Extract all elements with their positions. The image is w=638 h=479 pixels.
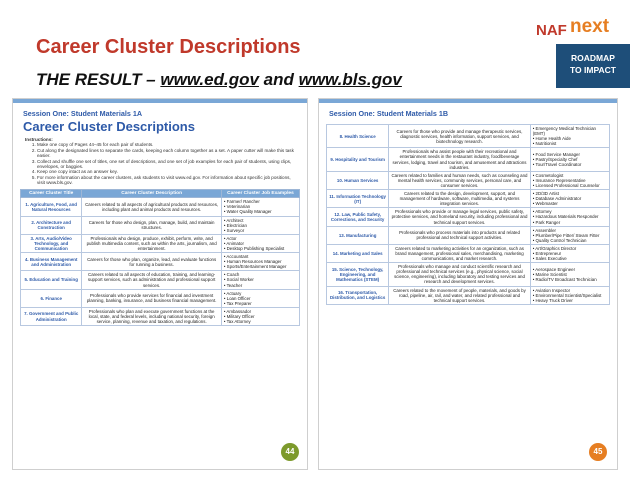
left-table-body	[21, 198, 300, 326]
job-example: • Radio/TV Broadcast Technician	[533, 277, 607, 282]
cluster-job-examples	[221, 289, 299, 307]
job-example: • Pastry/Specialty Chef	[533, 157, 607, 162]
job-example: • Webmaster	[533, 201, 607, 206]
table-row	[327, 190, 610, 208]
instructions-list	[37, 142, 297, 185]
cluster-title: 13. Manufacturing	[327, 226, 389, 244]
page-number-44: 44	[281, 443, 299, 461]
job-example: • Accountant	[224, 254, 297, 259]
roadmap-line1: ROADMAP	[571, 53, 615, 63]
cluster-title: 15. Science, Technology, Engineering, and Mathematics (STEM)	[327, 263, 389, 286]
job-list	[533, 209, 607, 224]
job-example: • Surveyor	[224, 228, 297, 233]
cluster-description: Professionals who plan and execute government functions at the local, state, and federal levels, including national security, foreign service, planning, revenue and taxation, and regulations.	[82, 307, 222, 325]
job-list	[224, 254, 297, 269]
naf-next-logo	[536, 6, 632, 90]
job-example: • Electrician	[224, 223, 297, 228]
cluster-job-examples	[221, 253, 299, 271]
job-example: • Desktop Publishing Specialist	[224, 246, 297, 251]
job-example: • Water Quality Manager	[224, 209, 297, 214]
job-example: • Environmental Scientist/Specialist	[533, 293, 607, 298]
job-example: • Emergency Medical Technician (EMT)	[533, 126, 607, 136]
job-example: • Sales Executive	[533, 256, 607, 261]
cluster-job-examples	[530, 208, 609, 226]
logo-next-text: next	[570, 16, 610, 37]
cluster-description: Careers related to all aspects of agricultural products and resources, including plant and animal products and resources.	[82, 198, 222, 216]
cluster-job-examples	[530, 148, 609, 171]
job-list	[533, 173, 607, 188]
left-session-heading: Session One: Student Materials 1A	[23, 109, 143, 118]
instruction-item: 2. Cut along the designated lines to separate the cards, keeping each column together as a set. A paper cutter will make this task easier.	[37, 148, 297, 159]
job-example: • Marine Scientist	[533, 272, 607, 277]
job-example: • Social Worker	[224, 277, 297, 282]
job-example: • Park Ranger	[533, 220, 607, 225]
job-list	[533, 288, 607, 303]
job-example: • Architect	[224, 218, 297, 223]
job-example: • Ambassador	[224, 309, 297, 314]
cluster-title: 5. Education and Training	[21, 271, 82, 289]
instruction-item: 1. Make one copy of Pages 44–45 for each pair of students.	[37, 142, 297, 147]
job-list	[224, 309, 297, 324]
job-list	[533, 246, 607, 261]
job-example: • Tour/Travel Coordinator	[533, 162, 607, 167]
instruction-item: 3. Collect and shuffle one set of titles, one set of descriptions, and one set of job examples for each pair of students, using clips, envelopes, or baggies.	[37, 159, 297, 170]
job-list	[224, 199, 297, 214]
right-page	[318, 98, 618, 470]
table-row	[21, 216, 300, 234]
job-example: • Teacher	[224, 283, 297, 288]
instruction-item: 5. For more information about the career clusters, ask students to visit www.ed.gov. For information about specific job positions, visit www.bls.gov.	[37, 175, 297, 186]
job-example: • Database Administrator	[533, 196, 607, 201]
cluster-title: 12. Law, Public Safety, Corrections, and Security	[327, 208, 389, 226]
cluster-title: 11. Information Technology (IT)	[327, 190, 389, 208]
cluster-description: Careers related to the design, development, support, and management of hardware, software, multimedia, and systems integration services.	[389, 190, 531, 208]
job-example: • Assembler	[533, 228, 607, 233]
cluster-job-examples	[221, 216, 299, 234]
job-example: • 2D/3D Artist	[533, 191, 607, 196]
job-example: • Farmer/ Rancher	[224, 199, 297, 204]
cluster-description: Careers for those who plan, organize, lead, and evaluate functions for running a business.	[82, 253, 222, 271]
cluster-title: 10. Human Services	[327, 171, 389, 189]
cluster-description: Careers related to families and human needs, such as counseling and mental health services, community services, personal care, and consumer services.	[389, 171, 531, 189]
left-page	[12, 98, 308, 470]
table-row	[21, 253, 300, 271]
job-list	[533, 126, 607, 146]
table-row	[327, 226, 610, 244]
job-list	[533, 191, 607, 206]
job-example: • Food Service Manager	[533, 152, 607, 157]
cluster-description: Careers for those who design, plan, manage, build, and maintain structures.	[82, 216, 222, 234]
cluster-title: 3. Arts, Audio/Video Technology, and Communication	[21, 234, 82, 252]
table-row	[21, 271, 300, 289]
cluster-job-examples	[530, 263, 609, 286]
job-example: • Actor	[224, 236, 297, 241]
table-row	[21, 289, 300, 307]
job-example: • Actuary	[224, 291, 297, 296]
job-example: • Veterinarian	[224, 204, 297, 209]
job-example: • Tax Attorney	[224, 319, 297, 324]
job-example: • Hazardous Materials Responder	[533, 214, 607, 219]
job-example: • Sports/Entertainment Manager	[224, 264, 297, 269]
job-list	[533, 267, 607, 282]
job-example: • Aerospace Engineer	[533, 267, 607, 272]
right-session-heading: Session One: Student Materials 1B	[329, 109, 449, 118]
table-row	[21, 198, 300, 216]
left-page-heading: Career Cluster Descriptions	[23, 119, 195, 134]
cluster-description: Careers related to all aspects of education, training, and learning-support services, such as administration and professional support services.	[82, 271, 222, 289]
table-row	[327, 208, 610, 226]
subtitle-mid: and	[258, 70, 299, 89]
cluster-job-examples	[530, 286, 609, 304]
cluster-job-examples	[530, 244, 609, 262]
roadmap-line2: TO IMPACT	[570, 65, 616, 75]
instructions-title: Instructions:	[25, 137, 53, 142]
cluster-job-examples	[530, 190, 609, 208]
cluster-title: 1. Agriculture, Food, and Natural Resources	[21, 198, 82, 216]
job-example: • Plumber/Pipe Fitter/ Steam Fitter	[533, 233, 607, 238]
subtitle-prefix: THE RESULT –	[36, 70, 161, 89]
job-example: • Coach	[224, 272, 297, 277]
table-row	[21, 307, 300, 325]
right-table-body	[327, 125, 610, 305]
logo-naf-text: NAF	[536, 22, 567, 39]
cluster-description: Careers related to marketing activities for an organization, such as brand management, professional sales, merchandising, marketing communications, and market research.	[389, 244, 531, 262]
cluster-description: Professionals who design, produce, exhibit, perform, write, and publish multimedia content, such as within the arts, journalism, and entertainment.	[82, 234, 222, 252]
table-row	[327, 286, 610, 304]
job-example: • Tax Preparer	[224, 301, 297, 306]
table-header-row	[21, 189, 300, 198]
page-number-45: 45	[589, 443, 607, 461]
header-title: Career Cluster Title	[21, 189, 82, 198]
cluster-title: 6. Finance	[21, 289, 82, 307]
job-list	[224, 236, 297, 251]
instructions	[25, 137, 297, 186]
page-top-band	[319, 99, 617, 103]
page-top-band	[13, 99, 307, 103]
cluster-job-examples	[221, 234, 299, 252]
cluster-title: 8. Health Science	[327, 125, 389, 148]
job-example: • Heavy Truck Driver	[533, 298, 607, 303]
table-row	[327, 171, 610, 189]
cluster-job-examples	[530, 171, 609, 189]
job-example: • Cosmetologist	[533, 173, 607, 178]
cluster-job-examples	[221, 198, 299, 216]
cluster-title: 14. Marketing and Sales	[327, 244, 389, 262]
cluster-job-examples	[530, 125, 609, 148]
cluster-title: 2. Architecture and Construction	[21, 216, 82, 234]
job-example: • Nutritionist	[533, 141, 607, 146]
link-ed-gov[interactable]: www.ed.gov	[160, 70, 259, 89]
table-row	[21, 234, 300, 252]
instruction-item: 4. Keep one copy intact as an answer key.	[37, 169, 297, 174]
cluster-title: 16. Transportation, Distribution, and Logistics	[327, 286, 389, 304]
cluster-description: Professionals who provide or manage legal services, public safety, protective services, and homeland security, including professional and technical support services.	[389, 208, 531, 226]
job-example: • Home Health Aide	[533, 136, 607, 141]
slide-title: Career Cluster Descriptions	[36, 36, 301, 58]
right-cluster-table	[326, 124, 610, 305]
cluster-description: Professionals who manage and conduct scientific research and professional and technical services (e.g., physical science, social science, engineering), including laboratory and testing services and research and development services.	[389, 263, 531, 286]
header-description: Career Cluster Description	[82, 189, 222, 198]
table-row	[327, 244, 610, 262]
slide-subtitle	[36, 70, 402, 90]
job-example: • Military Officer	[224, 314, 297, 319]
job-example: • Human Resources Manager	[224, 259, 297, 264]
left-cluster-table	[20, 189, 300, 327]
job-list	[224, 291, 297, 306]
cluster-description: Professionals who provide services for financial and investment planning, banking, insurance, and business financial management.	[82, 289, 222, 307]
cluster-description: Professionals who assist people with their recreational and entertainment needs in the restaurant industry, food/beverage services, lodging, travel and tourism, and amusement and attractions industries.	[389, 148, 531, 171]
job-example: • Attorney	[533, 209, 607, 214]
job-list	[533, 228, 607, 243]
job-example: • Insurance Representative	[533, 178, 607, 183]
job-example: • Animator	[224, 241, 297, 246]
cluster-job-examples	[221, 307, 299, 325]
cluster-job-examples	[221, 271, 299, 289]
header-jobs: Career Cluster Job Examples	[221, 189, 299, 198]
cluster-title: 9. Hospitality and Tourism	[327, 148, 389, 171]
cluster-title: 7. Government and Public Administration	[21, 307, 82, 325]
link-bls-gov[interactable]: www.bls.gov	[298, 70, 402, 89]
cluster-title: 4. Business Management and Administration	[21, 253, 82, 271]
job-example: • Quality Control Technician	[533, 238, 607, 243]
cluster-description: Careers related to the movement of people, materials, and goods by road, pipeline, air, rail, and water, and related professional and technical support services.	[389, 286, 531, 304]
cluster-job-examples	[530, 226, 609, 244]
job-list	[224, 218, 297, 233]
job-example: • Art/Graphics Director	[533, 246, 607, 251]
job-example: • Loan Officer	[224, 296, 297, 301]
table-row	[327, 148, 610, 171]
cluster-description: Careers for those who provide and manage therapeutic services, diagnostic services, health information, support services, and biotechnology research.	[389, 125, 531, 148]
roadmap-badge	[556, 44, 630, 88]
job-example: • Entrepreneur	[533, 251, 607, 256]
job-example: • Licensed Professional Counselor	[533, 183, 607, 188]
table-row	[327, 125, 610, 148]
cluster-description: Professionals who process materials into products and related professional and technical support activities.	[389, 226, 531, 244]
table-row	[327, 263, 610, 286]
job-list	[533, 152, 607, 167]
job-example: • Aviation Inspector	[533, 288, 607, 293]
job-list	[224, 272, 297, 287]
